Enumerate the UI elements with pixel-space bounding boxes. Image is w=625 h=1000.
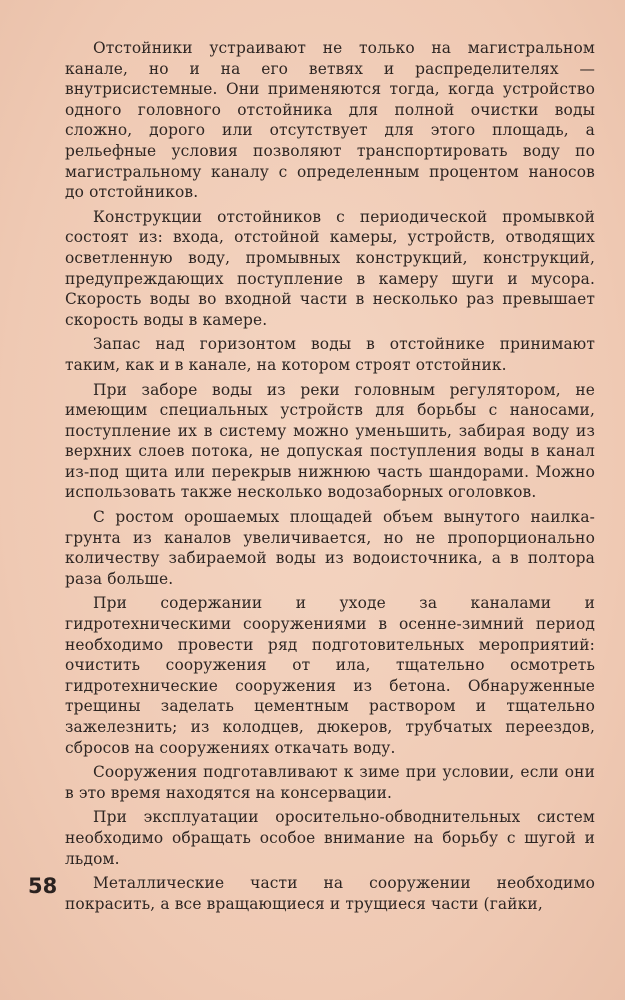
paragraph-2: Конструкции отстойников с периодической промывкой состоят из: входа, отстойной камеры, устройств, отводящих осветленную воду, промывных конструкций, конструкций, предупреждающих поступление в камеру шуги и мусора. Скорость воды во входной части в несколько раз превышает скорость воды в камере. — [65, 207, 595, 329]
paragraph-9: Металлические части на сооружении необходимо покрасить, а все вращающиеся и трущиеся части (гайки, — [65, 874, 595, 913]
paragraph-1: Отстойники устраивают не только на магистральном канале, но и на его ветвях и распределителях — внутрисистемные. Они применяются тогда, когда устройство одного головного отстойника для полной очистки воды сложно, дорого или отсутствует для этого площадь, а рельефные условия позволяют транспортировать воду по магистральному каналу с определенным процентом наносов до отстойников. — [65, 39, 595, 202]
body-text — [65, 38, 595, 918]
paragraph-8: При эксплуатации оросительно-обводнительных систем необходимо обращать особое внимание на борьбу с шугой и льдом. — [65, 808, 595, 868]
page-number: 58 — [28, 874, 58, 898]
paragraph-6: При содержании и уходе за каналами и гидротехническими сооружениями в осенне-зимний период необходимо провести ряд подготовительных мероприятий: очистить сооружения от ила, тщательно осмотреть гидротехнические сооружения из бетона. Обнаруженные трещины заделать цементным раствором и тщательно зажелезнить; из колодцев, дюкеров, трубчатых переездов, сбросов на сооружениях откачать воду. — [65, 594, 595, 757]
paragraph-7: Сооружения подготавливают к зиме при условии, если они в это время находятся на консервации. — [65, 763, 595, 802]
paragraph-4: При заборе воды из реки головным регулятором, не имеющим специальных устройств для борьбы с наносами, поступление их в систему можно уменьшить, забирая воду из верхних слоев потока, не допуская поступления воды в канал из-под щита или перекрыв нижнюю часть шандорами. Можно использовать также несколько водозаборных оголовков. — [65, 380, 595, 502]
paragraph-5: С ростом орошаемых площадей объем вынутого наилка-грунта из каналов увеличивается, но не пропорционально количеству забираемой воды из водоисточника, а в полтора раза больше. — [65, 508, 595, 588]
paragraph-3: Запас над горизонтом воды в отстойнике принимают таким, как и в канале, на котором строят отстойник. — [65, 335, 595, 374]
